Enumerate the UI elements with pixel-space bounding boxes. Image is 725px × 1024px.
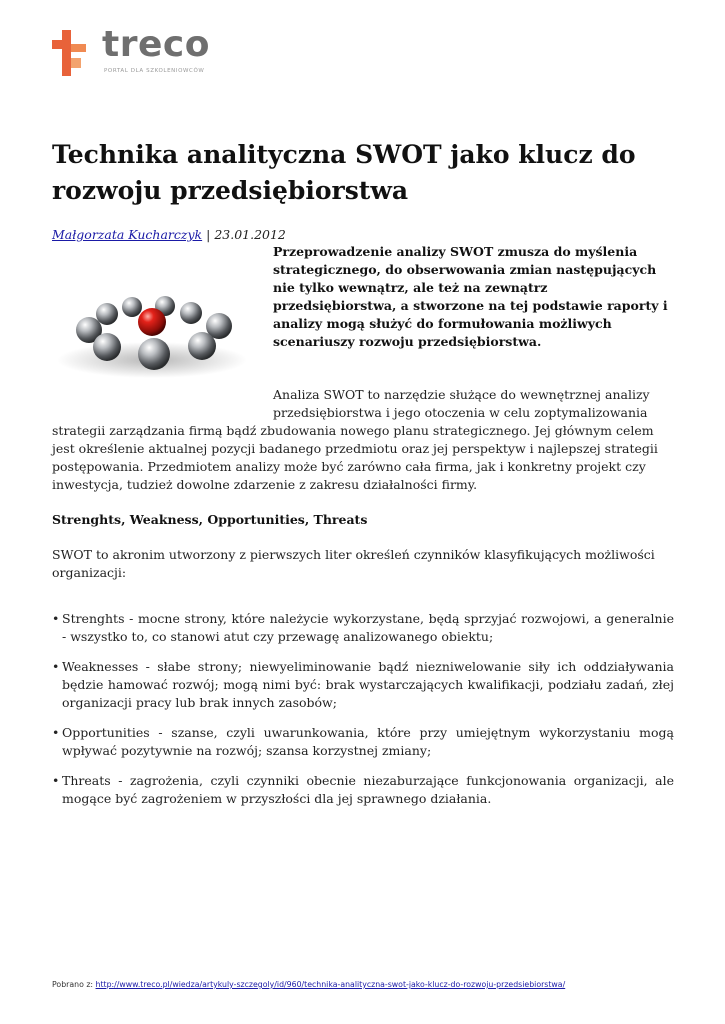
logo-wordmark: treco (102, 24, 210, 65)
swot-subheading: Strenghts, Weakness, Opportunities, Threats (52, 512, 368, 527)
source-footer (52, 980, 565, 989)
byline-separator: | (206, 227, 211, 242)
body-line-1: Analiza SWOT to narzędzie służące do wewnętrznej analizy (273, 387, 650, 402)
swot-list (52, 610, 674, 820)
treco-logo[interactable] (52, 24, 212, 80)
list-item-text: Strenghts - mocne strony, które należycie wykorzystane, będą sprzyjać rozwojowi, a generalnie - wszystko to, co stanowi atut czy przewagę analizowanego obiektu; (62, 611, 674, 644)
list-item (52, 772, 674, 808)
swot-intro: SWOT to akronim utworzony z pierwszych liter określeń czynników klasyfikujących możliwości organizacji: (52, 547, 655, 580)
bullet-icon: • (52, 773, 60, 788)
list-item-text: Opportunities - szanse, czyli uwarunkowania, które przy umiejętnym wykorzystaniu mogą wpływać pozytywnie na rozwój; szansa korzystnej zmiany; (62, 725, 674, 758)
article-title: Technika analityczna SWOT jako klucz do rozwoju przedsiębiorstwa (52, 140, 636, 205)
treco-logo-mark-icon (52, 30, 88, 76)
body-paragraph: strategii zarządzania firmą bądź zbudowania nowego planu strategicznego. Jej głównym celem jest określenie aktualnej pozycji badanego przedmiotu oraz jej perspektyw i najlepszej strategii postępowania. Przedmiotem analizy może być zarówno cała firma, jak i konkretny projekt czy inwestycja, tudzież dowolne zdarzenie z zakresu działalności firmy. (52, 423, 658, 492)
article-image (52, 282, 252, 382)
source-label: Pobrano z: (52, 980, 94, 989)
article-lead: Przeprowadzenie analizy SWOT zmusza do myślenia strategicznego, do obserwowania zmian następujących nie tylko wewnątrz, ale też na zewnątrz przedsiębiorstwa, a stworzone na tej podstawie raporty i analizy mogą służyć do formułowania możliwych scenariuszy rozwoju przedsiębiorstwa. (273, 244, 668, 349)
bullet-icon: • (52, 659, 60, 674)
author-link[interactable]: Małgorzata Kucharczyk (52, 227, 203, 242)
list-item (52, 724, 674, 760)
logo-tagline: PORTAL DLA SZKOLENIOWCÓW (104, 68, 205, 74)
list-item-text: Weaknesses - słabe strony; niewyeliminowanie bądź niezniwelowanie siły ich oddziaływania będzie hamować rozwój; mogą nimi być: brak wystarczających kwalifikacji, podziału zadań, złej organizacji pracy lub brak innych zasobów; (62, 659, 674, 710)
body-line-2: przedsiębiorstwa i jego otoczenia w celu zoptymalizowania (273, 405, 648, 420)
list-item (52, 610, 674, 646)
bullet-icon: • (52, 611, 60, 626)
source-link[interactable]: http://www.treco.pl/wiedza/artykuly-szczegoly/id/960/technika-analityczna-swot-jako-klucz-do-rozwoju-przedsiebiorstwa/ (95, 980, 566, 989)
article-byline (52, 227, 286, 242)
list-item-text: Threats - zagrożenia, czyli czynniki obecnie niezaburzające funkcjonowania organizacji, ale mogące być zagrożeniem w przyszłości dla jej sprawnego działania. (62, 773, 674, 806)
article-body (52, 386, 674, 494)
list-item (52, 658, 674, 712)
article-date: 23.01.2012 (214, 227, 286, 242)
bullet-icon: • (52, 725, 60, 740)
